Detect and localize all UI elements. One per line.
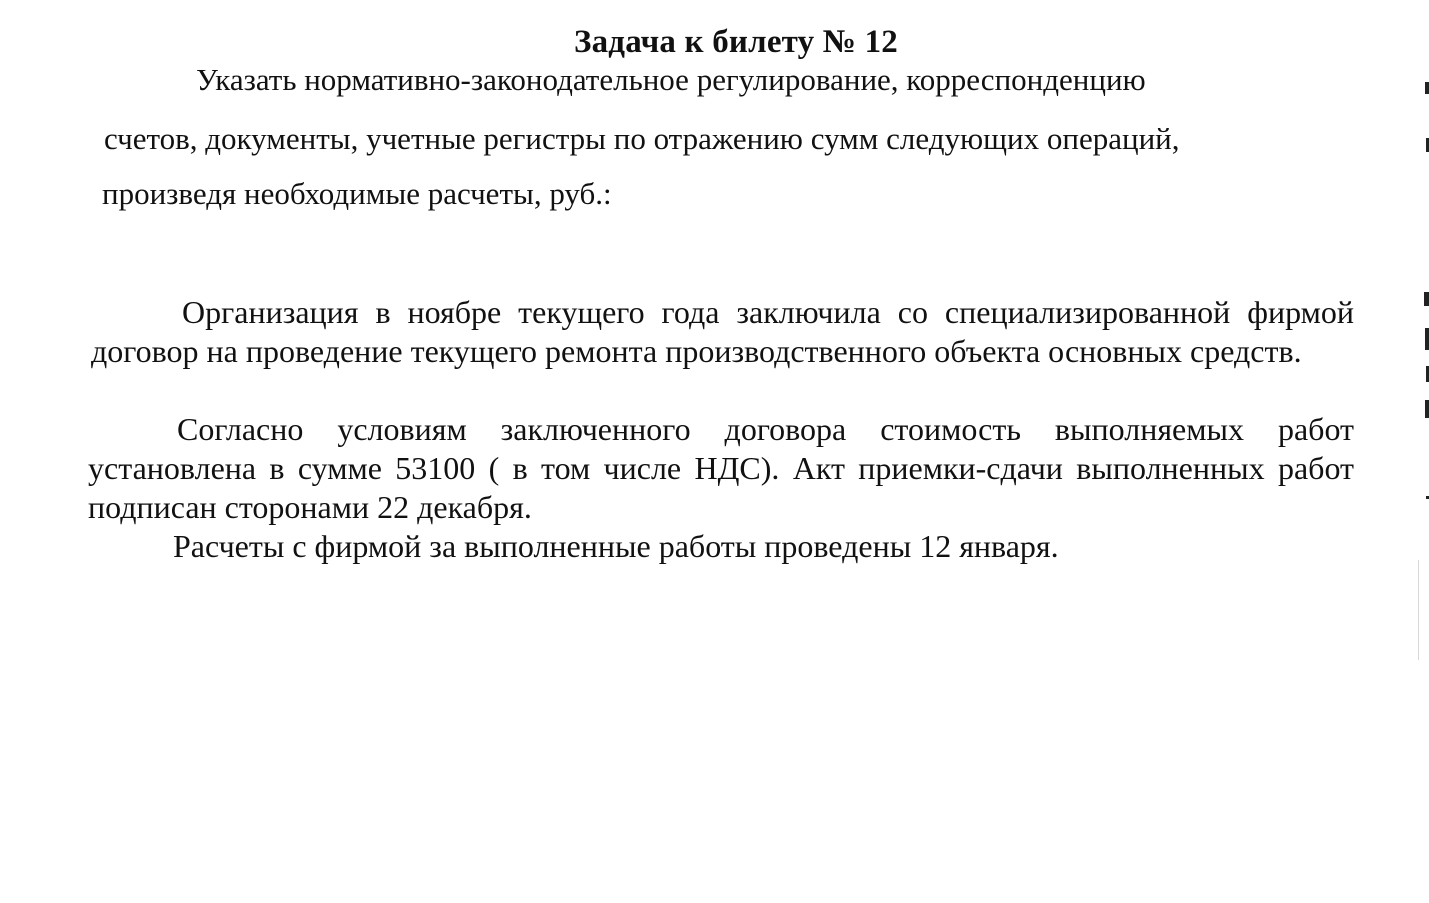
task-instruction-line-2: счетов, документы, учетные регистры по отражению сумм следующих операций, [104, 121, 1180, 156]
scan-edge-mark [1425, 82, 1429, 94]
task-instruction-line-1: Указать нормативно-законодательное регулирование, корреспонденцию [196, 62, 1146, 97]
scan-edge-mark [1425, 400, 1429, 418]
task-instruction-line-3: произведя необходимые расчеты, руб.: [102, 176, 612, 211]
scan-edge-mark [1424, 292, 1429, 306]
document-title: Задача к билету № 12 [573, 24, 899, 60]
paragraph-contract: Организация в ноябре текущего года заключила со специализированной фирмой договор на проведение текущего ремонта производственного объекта основных средств. [91, 294, 1354, 369]
scan-edge-mark [1425, 328, 1429, 350]
paragraph-settlement: Расчеты с фирмой за выполненные работы проведены 12 января. [173, 528, 1059, 564]
paragraph-contract-terms: Согласно условиям заключенного договора стоимость выполняемых работ установлена в сумме 53100 ( в том числе НДС). Акт приемки-сдачи выполненных работ подписан сторонами 22 декабря. [88, 411, 1354, 525]
scan-edge-line [1418, 560, 1419, 660]
